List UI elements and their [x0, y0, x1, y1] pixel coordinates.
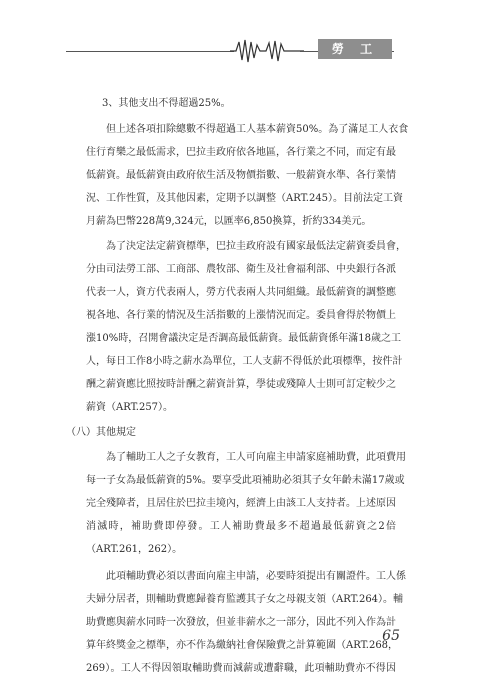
heartbeat-icon	[230, 36, 304, 66]
text-line: 為了決定法定薪資標準，巴拉圭政府設有國家最低法定薪資委員會，	[106, 241, 406, 252]
text-line: 此項輔助費必須以書面向雇主申請，必要時須提出有關證件。工人係	[106, 571, 406, 582]
text-line: 每一子女為最低薪資的5%。要享受此項補助必須其子女年齡未滿17歲或	[86, 475, 405, 486]
header-rule-left	[66, 51, 234, 52]
text-line: 分由司法勞工部、工商部、農牧部、衛生及社會福利部、中央銀行各派	[86, 264, 396, 275]
text-line: 完全殘障者，且居住於巴拉圭境內，經濟上由該工人支持者。上述原因	[86, 498, 396, 509]
text-line: 助費應與薪水同時一次發放，但並非薪水之一部分，因此不列入作為計	[86, 617, 396, 628]
text-line: 低薪資。最低薪資由政府依生活及物價指數、一般薪資水準、各行業情	[86, 170, 396, 181]
text-line: 月薪為巴幣228萬9,324元，以匯率6,850換算，折約334美元。	[86, 216, 372, 227]
text-line: 269）。工人不得因領取輔助費而減薪或遭辭職，此項輔助費亦不得因	[86, 663, 396, 674]
text-line: 住行育樂之最低需求，巴拉圭政府依各地區，各行業之不同，而定有最	[86, 147, 396, 158]
text-line: 夫婦分居者，則輔助費應歸養育監護其子女之母親支領（ART.264）。輔	[86, 594, 404, 605]
text-line: 況、工作性質，及其他因素，定期予以調整（ART.245）。目前法定工資	[86, 193, 404, 204]
text-line: （ART.261，262）。	[86, 544, 183, 555]
text-line: 視各地、各行業的情況及生活指數的上漲情況而定。委員會得於物價上	[86, 310, 396, 321]
chapter-title: 勞 工	[318, 39, 392, 59]
text-line: 漲10%時，召開會議決定是否調高最低薪資。最低薪資係年滿18歲之工	[86, 333, 401, 344]
text-line: 3、其他支出不得超過25%。	[102, 98, 231, 109]
text-line: 為了輔助工人之子女教育，工人可向雇主申請家庭補助費，此項費用	[106, 452, 406, 463]
page-header	[0, 0, 480, 70]
text-line: 人，每日工作8小時之薪水為單位，工人支薪不得低於此項標準，按件計	[86, 356, 403, 367]
text-line: 算年終獎金之標準，亦不作為繳納社會保險費之計算範圍（ART.268，	[86, 640, 399, 651]
text-line: 酬之薪資應比照按時計酬之薪資計算，學徒或殘障人士則可訂定較少之	[86, 379, 396, 390]
text-line: 代表一人，資方代表兩人，勞方代表兩人共同組織。最低薪資的調整應	[86, 287, 396, 298]
section-heading: （八）其他規定	[66, 427, 136, 438]
text-line: 薪資（ART.257）。	[86, 402, 174, 413]
text-line: 消滅時，補助費即停發。工人補助費最多不超過最低薪資之2倍	[86, 521, 396, 532]
text-line: 但上述各項扣除總數不得超過工人基本薪資50%。為了滿足工人衣食	[106, 124, 409, 135]
page-number: 65	[382, 628, 400, 644]
